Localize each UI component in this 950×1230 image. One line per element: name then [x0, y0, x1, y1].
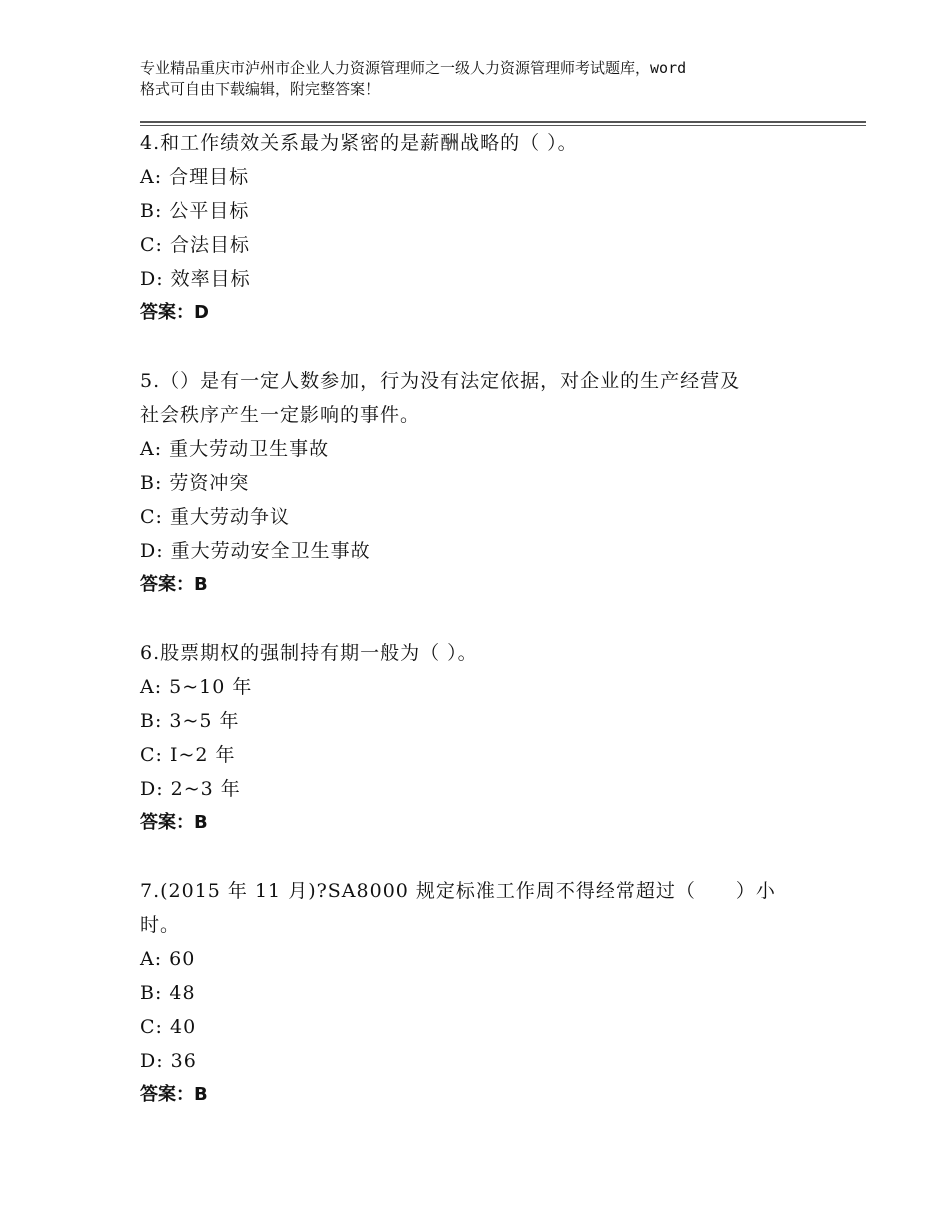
question-4: [140, 126, 840, 330]
answer: 答案：D: [140, 302, 209, 323]
question-7: [140, 874, 840, 1112]
spacer: [140, 602, 840, 636]
option-b: B: 48: [140, 982, 196, 1004]
option-c: C: 合法目标: [140, 234, 250, 256]
option-c: C: I~2 年: [140, 744, 236, 766]
question-stem: 4.和工作绩效关系最为紧密的是薪酬战略的（ ）。: [140, 132, 578, 154]
option-a: A: 重大劳动卫生事故: [140, 438, 330, 460]
answer: 答案：B: [140, 812, 208, 833]
option-d: D: 36: [140, 1050, 197, 1072]
question-stem: 6.股票期权的强制持有期一般为（ ）。: [140, 642, 478, 664]
option-a: A: 60: [140, 948, 196, 970]
option-c: C: 40: [140, 1016, 197, 1038]
option-d: D: 效率目标: [140, 268, 251, 290]
option-a: A: 合理目标: [140, 166, 250, 188]
question-5: [140, 364, 840, 602]
option-a: A: 5~10 年: [140, 676, 253, 698]
spacer: [140, 330, 840, 364]
question-stem-cont: 时。: [140, 914, 181, 936]
answer: 答案：B: [140, 574, 208, 595]
option-d: D: 重大劳动安全卫生事故: [140, 540, 371, 562]
answer: 答案：B: [140, 1084, 208, 1105]
question-6: [140, 636, 840, 840]
question-stem-cont: 社会秩序产生一定影响的事件。: [140, 404, 421, 426]
option-b: B: 劳资冲突: [140, 472, 250, 494]
document-header: [140, 58, 830, 100]
option-c: C: 重大劳动争议: [140, 506, 290, 528]
option-b: B: 3~5 年: [140, 710, 240, 732]
question-stem: 7.(2015 年 11 月)?SA8000 规定标准工作周不得经常超过（ ）小: [140, 880, 776, 902]
spacer: [140, 840, 840, 874]
question-list: [140, 126, 840, 1112]
header-line-1: 专业精品重庆市泸州市企业人力资源管理师之一级人力资源管理师考试题库，word: [140, 59, 687, 77]
option-d: D: 2~3 年: [140, 778, 241, 800]
question-stem: 5.（）是有一定人数参加，行为没有法定依据，对企业的生产经营及: [140, 370, 741, 392]
header-line-2: 格式可自由下载编辑，附完整答案！: [140, 80, 381, 98]
option-b: B: 公平目标: [140, 200, 250, 222]
